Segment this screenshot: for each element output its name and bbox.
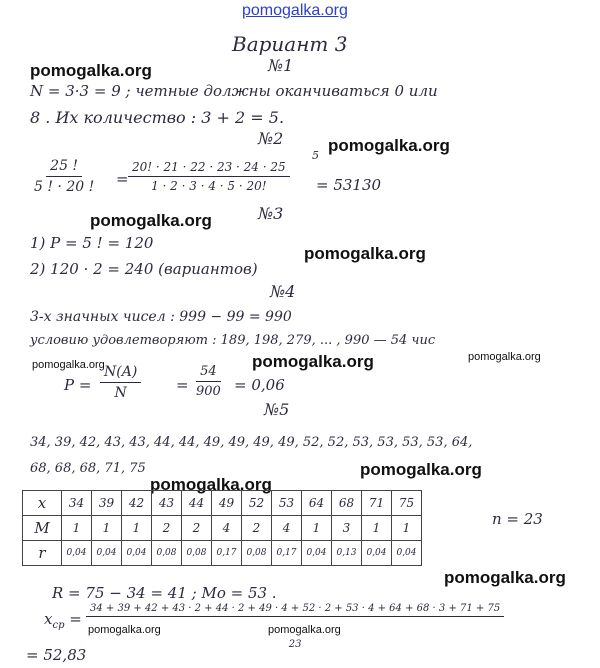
row-header: r xyxy=(23,541,62,566)
watermark: pomogalka.org xyxy=(328,136,450,155)
x-cell: 39 xyxy=(92,491,122,516)
x-cell: 64 xyxy=(302,491,332,516)
m-cell: 2 xyxy=(152,516,182,541)
task-3-line-1: 1) P = 5 ! = 120 xyxy=(30,234,154,252)
task-1-line-2: 8 . Их количество : 3 + 2 = 5. xyxy=(30,108,285,127)
r-cell: 0,04 xyxy=(92,541,122,566)
mean-result: = 52,83 xyxy=(26,646,87,664)
row-header: M xyxy=(23,516,62,541)
r-cell: 0,04 xyxy=(62,541,92,566)
probability-fraction xyxy=(100,364,141,401)
m-cell: 1 xyxy=(62,516,92,541)
data-series-line-1: 34, 39, 42, 43, 43, 44, 44, 49, 49, 49, 49, 52, 52, 53, 53, 53, 53, 64, xyxy=(30,435,473,450)
task-1-line-1: N = 3·3 = 9 ; четные должны оканчиваться 0 или xyxy=(30,82,438,100)
fraction-numerator: 34 + 39 + 42 + 43 · 2 + 44 · 2 + 49 · 4 + 52 · 2 + 53 · 4 + 64 + 68 · 3 + 71 + 75 xyxy=(86,603,504,617)
table-row-x xyxy=(23,491,422,516)
watermark: pomogalka.org xyxy=(150,475,272,494)
mean-label: x xyxy=(44,610,53,628)
row-header: x xyxy=(23,491,62,516)
range-mode-line: R = 75 − 34 = 41 ; Mo = 53 . xyxy=(52,584,277,602)
task-2-expanded-fraction xyxy=(128,160,290,193)
fraction-denominator: 23 xyxy=(288,639,302,650)
task-2-label: №2 xyxy=(258,129,284,148)
m-cell: 1 xyxy=(302,516,332,541)
data-series-line-2: 68, 68, 68, 71, 75 xyxy=(30,461,146,476)
watermark: pomogalka.org xyxy=(90,211,212,230)
mean-fraction xyxy=(86,603,504,650)
page-title: Вариант 3 xyxy=(232,32,348,56)
m-cell: 4 xyxy=(212,516,242,541)
table-row-m xyxy=(23,516,422,541)
r-cell: 0,04 xyxy=(362,541,392,566)
x-cell: 34 xyxy=(62,491,92,516)
task-1-label: №1 xyxy=(268,56,294,75)
m-cell: 3 xyxy=(332,516,362,541)
mean-symbol: $x_{ср}$ = xyxy=(44,610,82,631)
task-5-label: №5 xyxy=(264,400,290,419)
mean-subscript: ср xyxy=(52,620,65,631)
m-cell: 1 xyxy=(122,516,152,541)
task-3-line-2: 2) 120 · 2 = 240 (вариантов) xyxy=(30,260,258,278)
task-3-label: №3 xyxy=(258,204,284,223)
fraction-numerator: 20! · 21 · 22 · 23 · 24 · 25 xyxy=(128,160,290,177)
r-cell: 0,17 xyxy=(212,541,242,566)
fraction-numerator: 25 ! xyxy=(46,158,82,177)
watermark: pomogalka.org xyxy=(444,568,566,587)
r-cell: 0,17 xyxy=(272,541,302,566)
fraction-denominator: 900 xyxy=(196,384,221,399)
m-cell: 2 xyxy=(242,516,272,541)
task-4-label: №4 xyxy=(270,282,296,301)
r-cell: 0,08 xyxy=(242,541,272,566)
watermark: pomogalka.org xyxy=(88,624,161,636)
probability-value-fraction xyxy=(192,364,225,399)
x-cell: 52 xyxy=(242,491,272,516)
x-cell: 68 xyxy=(332,491,362,516)
x-cell: 75 xyxy=(392,491,422,516)
watermark: pomogalka.org xyxy=(468,351,541,363)
x-cell: 42 xyxy=(122,491,152,516)
m-cell: 1 xyxy=(392,516,422,541)
r-cell: 0,08 xyxy=(152,541,182,566)
table-row-r xyxy=(23,541,422,566)
task-2-lhs-fraction xyxy=(30,158,98,195)
probability-lhs: P = xyxy=(64,376,92,394)
m-cell: 1 xyxy=(362,516,392,541)
x-cell: 43 xyxy=(152,491,182,516)
equals-sign: = xyxy=(116,170,129,188)
task-4-line-2: условию удовлетворяют : 189, 198, 279, ... , 990 — 54 чис xyxy=(30,333,436,348)
fraction-numerator: 54 xyxy=(196,364,221,382)
r-cell: 0,08 xyxy=(182,541,212,566)
m-cell: 2 xyxy=(182,516,212,541)
r-cell: 0,04 xyxy=(392,541,422,566)
watermark: pomogalka.org xyxy=(360,460,482,479)
fraction-denominator: 5 ! · 20 ! xyxy=(34,179,95,195)
m-cell: 4 xyxy=(272,516,302,541)
x-cell: 44 xyxy=(182,491,212,516)
watermark: pomogalka.org xyxy=(304,244,426,263)
task-4-line-1: 3-х значных чисел : 999 − 99 = 990 xyxy=(30,309,292,325)
fraction-denominator: 1 · 2 · 3 · 4 · 5 · 20! xyxy=(151,179,267,193)
watermark: pomogalka.org xyxy=(252,352,374,371)
watermark: pomogalka.org xyxy=(268,624,341,636)
watermark: pomogalka.org xyxy=(32,359,105,371)
task-2-result: = 53130 xyxy=(316,176,382,194)
watermark-top[interactable]: pomogalka.org xyxy=(242,2,348,19)
equals-sign: = xyxy=(176,376,189,394)
watermark: pomogalka.org xyxy=(30,61,152,80)
sample-size: n = 23 xyxy=(492,510,543,528)
fraction-numerator: N(A) xyxy=(100,364,141,383)
m-cell: 1 xyxy=(92,516,122,541)
r-cell: 0,13 xyxy=(332,541,362,566)
cancel-superscript: 5 xyxy=(312,149,319,162)
r-cell: 0,04 xyxy=(122,541,152,566)
x-cell: 71 xyxy=(362,491,392,516)
frequency-table xyxy=(22,490,422,566)
x-cell: 49 xyxy=(212,491,242,516)
r-cell: 0,04 xyxy=(302,541,332,566)
fraction-denominator: N xyxy=(114,385,127,401)
probability-result: = 0,06 xyxy=(234,376,285,394)
x-cell: 53 xyxy=(272,491,302,516)
